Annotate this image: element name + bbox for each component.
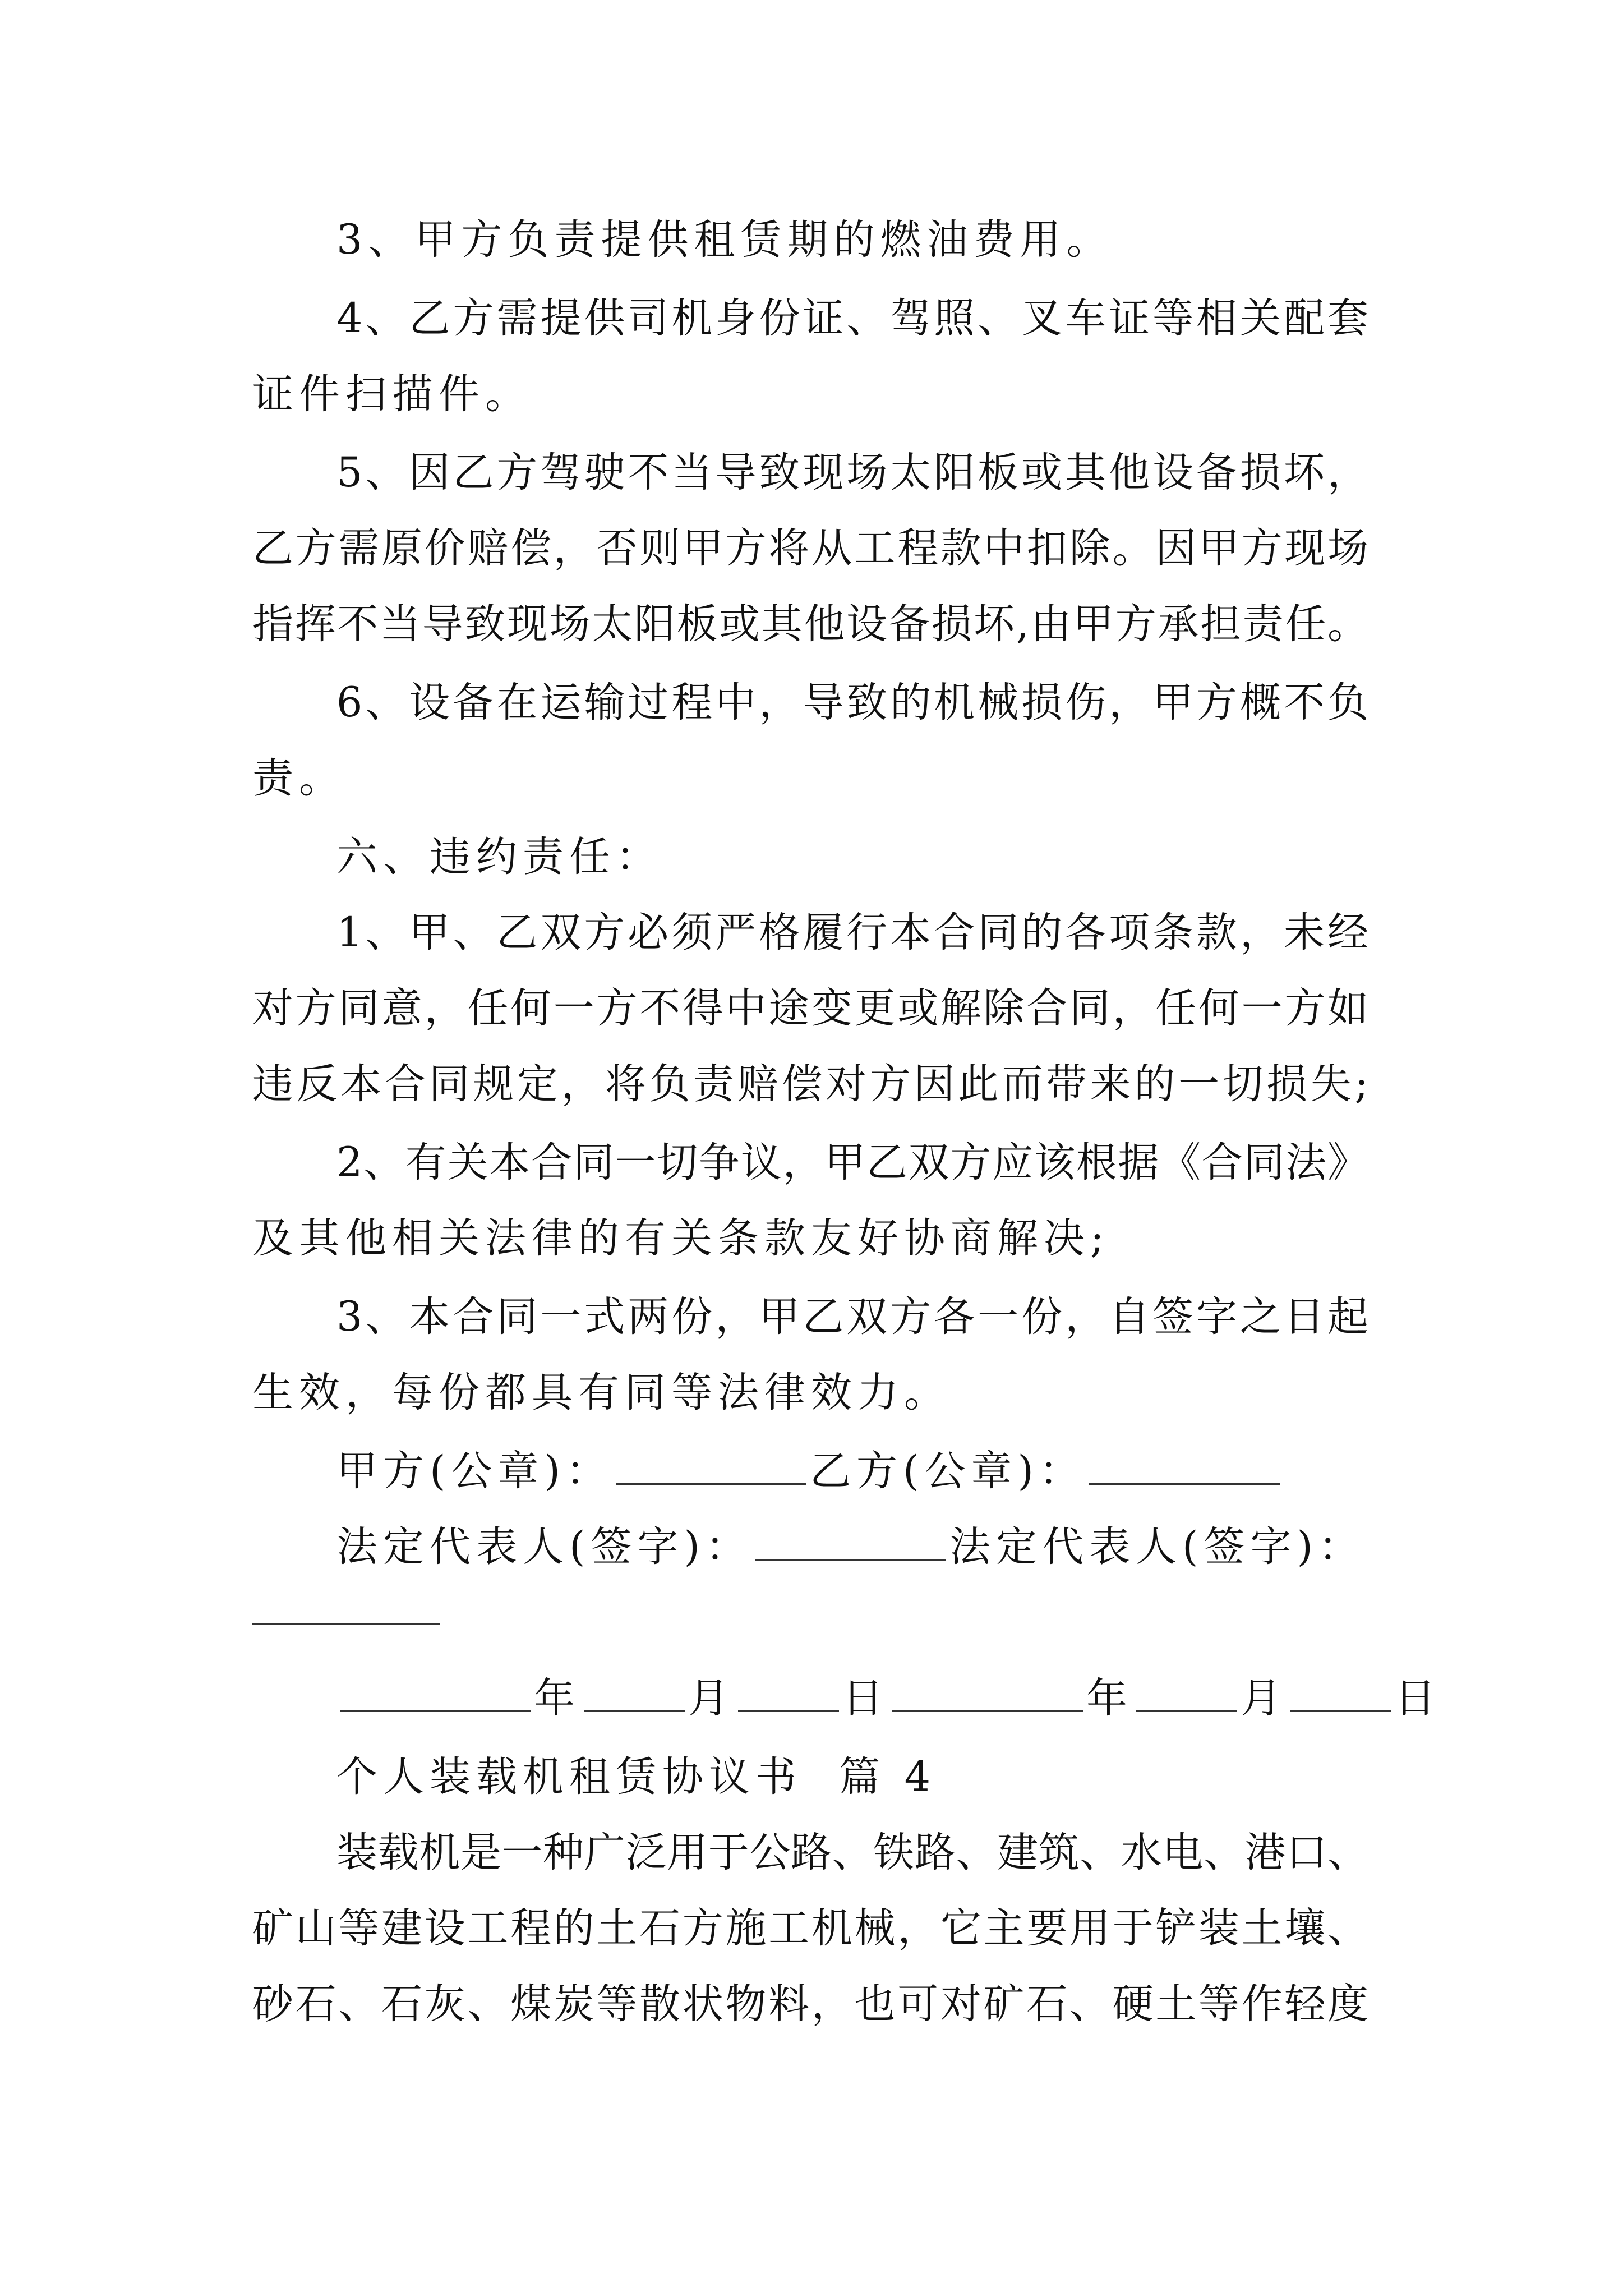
date-b-month-label: 月 xyxy=(1241,1674,1287,1722)
liability-clause-3: 3、本合同一式两份，甲乙双方各一份，自签字之日起 xyxy=(336,1293,1368,1341)
section-heading-liability: 六、违约责任： xyxy=(336,833,662,881)
liability-clause-3-cont: 生效，每份都具有同等法律效力。 xyxy=(252,1369,951,1416)
date-a-month-blank xyxy=(584,1671,685,1712)
party-a-rep-blank xyxy=(755,1520,946,1561)
party-a-rep-label: 法定代表人(签字)： xyxy=(336,1523,752,1571)
date-a-year-blank xyxy=(340,1671,531,1712)
date-a-day-blank xyxy=(738,1671,839,1712)
section-title: 个人装载机租赁协议书 篇 4 xyxy=(336,1753,937,1801)
party-b-seal-label: 乙方(公章)： xyxy=(809,1447,1086,1495)
date-b-month-blank xyxy=(1136,1671,1237,1712)
representative-line xyxy=(336,1519,1365,1575)
date-a-day-label: 日 xyxy=(842,1674,889,1722)
party-a-seal-blank xyxy=(616,1444,806,1485)
seal-line xyxy=(336,1443,1283,1499)
date-line xyxy=(336,1671,1441,1727)
liability-clause-1: 1、甲、乙双方必须严格履行本合同的各项条款，未经 xyxy=(336,909,1368,956)
party-b-rep-label: 法定代表人(签字)： xyxy=(949,1523,1365,1571)
date-a-year-label: 年 xyxy=(534,1674,580,1722)
intro-line-1: 装载机是一种广泛用于公路、铁路、建筑、水电、港口、 xyxy=(336,1829,1368,1876)
date-b-year-label: 年 xyxy=(1086,1674,1133,1722)
liability-clause-2-cont: 及其他相关法律的有关条款友好协商解决; xyxy=(252,1214,1110,1262)
liability-clause-2: 2、有关本合同一切争议，甲乙双方应该根据《合同法》 xyxy=(336,1139,1368,1186)
liability-clause-1-cont-2: 违反本合同规定，将负责赔偿对方因此而带来的一切损失; xyxy=(252,1060,1368,1108)
date-b-day-label: 日 xyxy=(1395,1674,1441,1722)
date-a-month-label: 月 xyxy=(688,1674,735,1722)
clause-6-transport: 6、设备在运输过程中，导致的机械损伤，甲方概不负 xyxy=(336,679,1368,726)
clause-5-damage-cont-1: 乙方需原价赔偿，否则甲方将从工程款中扣除。因甲方现场 xyxy=(252,524,1368,572)
intro-line-3: 砂石、石灰、煤炭等散状物料，也可对矿石、硬土等作轻度 xyxy=(252,1980,1368,2028)
clause-4-driver-docs: 4、乙方需提供司机身份证、驾照、叉车证等相关配套 xyxy=(336,295,1368,342)
liability-clause-1-cont-1: 对方同意，任何一方不得中途变更或解除合同，任何一方如 xyxy=(252,984,1368,1032)
party-a-seal-label: 甲方(公章)： xyxy=(336,1447,612,1495)
date-b-year-blank xyxy=(892,1671,1083,1712)
clause-4-driver-docs-cont: 证件扫描件。 xyxy=(252,370,532,418)
date-b-day-blank xyxy=(1290,1671,1391,1712)
clause-5-damage-cont-2: 指挥不当导致现场太阳板或其他设备损坏,由甲方承担责任。 xyxy=(252,600,1368,648)
clause-5-damage: 5、因乙方驾驶不当导致现场太阳板或其他设备损坏， xyxy=(336,449,1368,496)
clause-3-fuel: 3、甲方负责提供租赁期的燃油费用。 xyxy=(336,216,1113,264)
intro-line-2: 矿山等建设工程的土石方施工机械，它主要用于铲装土壤、 xyxy=(252,1904,1368,1952)
clause-6-transport-cont: 责。 xyxy=(252,754,345,802)
party-b-seal-blank xyxy=(1089,1444,1280,1485)
party-b-rep-blank xyxy=(252,1623,440,1625)
